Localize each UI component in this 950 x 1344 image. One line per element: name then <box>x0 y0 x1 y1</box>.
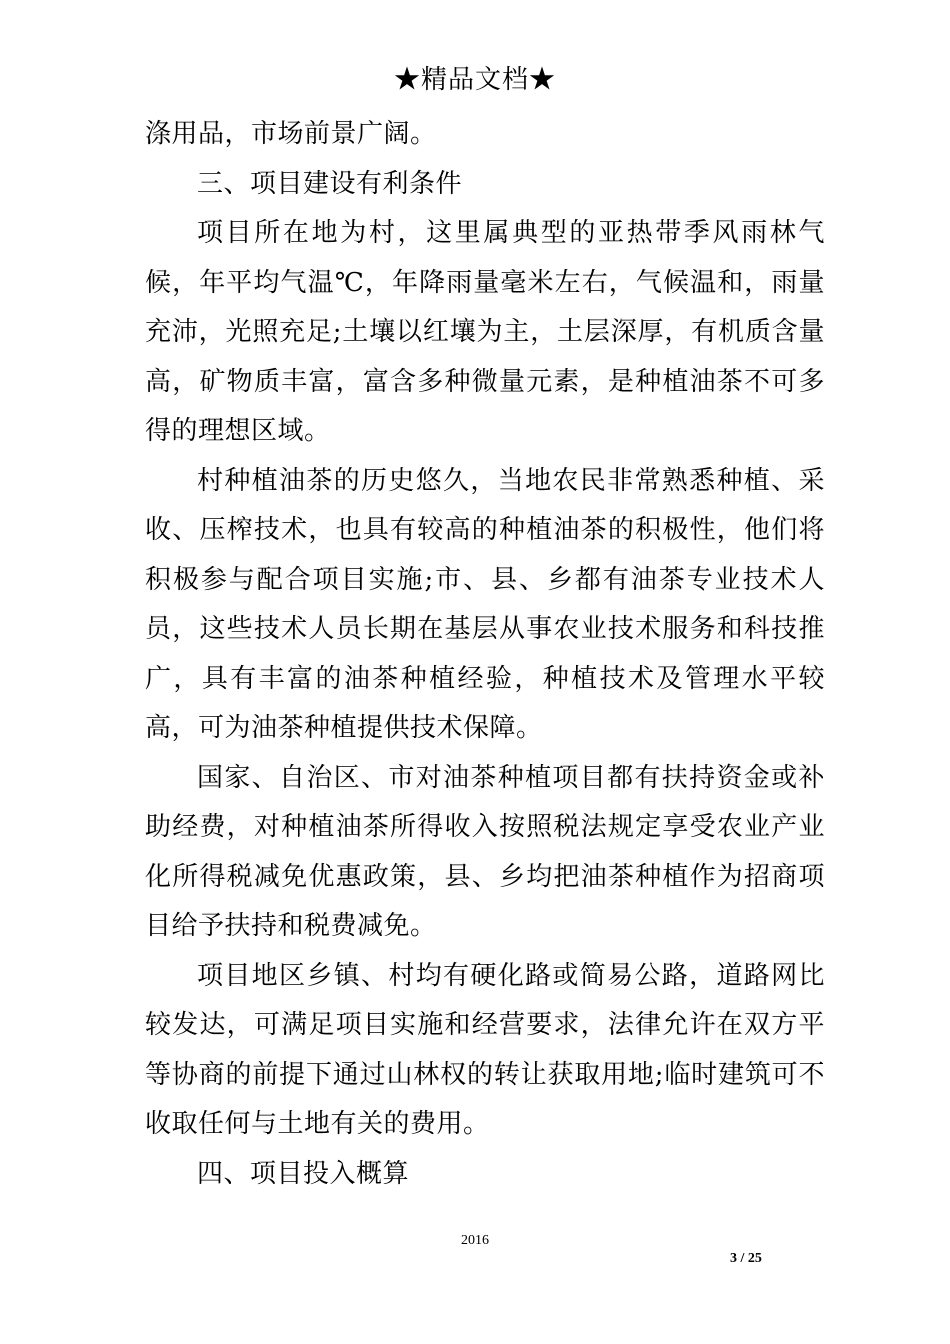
paragraph-policy-support: 国家、自治区、市对油茶种植项目都有扶持资金或补助经费，对种植油茶所得收入按照税法规定享受农业产业化所得税减免优惠政策，县、乡均把油茶种植作为招商项目给予扶持和税费减免。 <box>145 762 825 941</box>
paragraph-village-history: 村种植油茶的历史悠久，当地农民非常熟悉种植、采收、压榨技术，也具有较高的种植油茶的积极性，他们将积极参与配合项目实施;市、县、乡都有油茶专业技术人员，这些技术人员长期在基层从事农业技术服务和科技推广，具有丰富的油茶种植经验，种植技术及管理水平较高，可为油茶种植提供技术保障。 <box>145 465 825 743</box>
paragraph-location-climate: 项目所在地为村，这里属典型的亚热带季风雨林气候，年平均气温℃，年降雨量毫米左右，气候温和，雨量充沛，光照充足;土壤以红壤为主，土层深厚，有机质含量高，矿物质丰富，富含多种微量元素，是种植油茶不可多得的理想区域。 <box>145 218 825 446</box>
paragraph-infrastructure: 项目地区乡镇、村均有硬化路或简易公路，道路网比较发达，可满足项目实施和经营要求，法律允许在双方平等协商的前提下通过山林权的转让获取用地;临时建筑可不收取任何与土地有关的费用。 <box>145 960 825 1139</box>
page-number: 3 / 25 <box>730 1251 762 1266</box>
paragraph-continuation: 涤用品，市场前景广阔。 <box>145 119 437 149</box>
section-heading-3: 三、项目建设有利条件 <box>197 168 463 199</box>
footer-year: 2016 <box>461 1233 489 1248</box>
section-heading-4: 四、项目投入概算 <box>197 1158 410 1189</box>
document-body <box>145 110 825 1199</box>
page-header-title: ★精品文档★ <box>393 65 556 95</box>
